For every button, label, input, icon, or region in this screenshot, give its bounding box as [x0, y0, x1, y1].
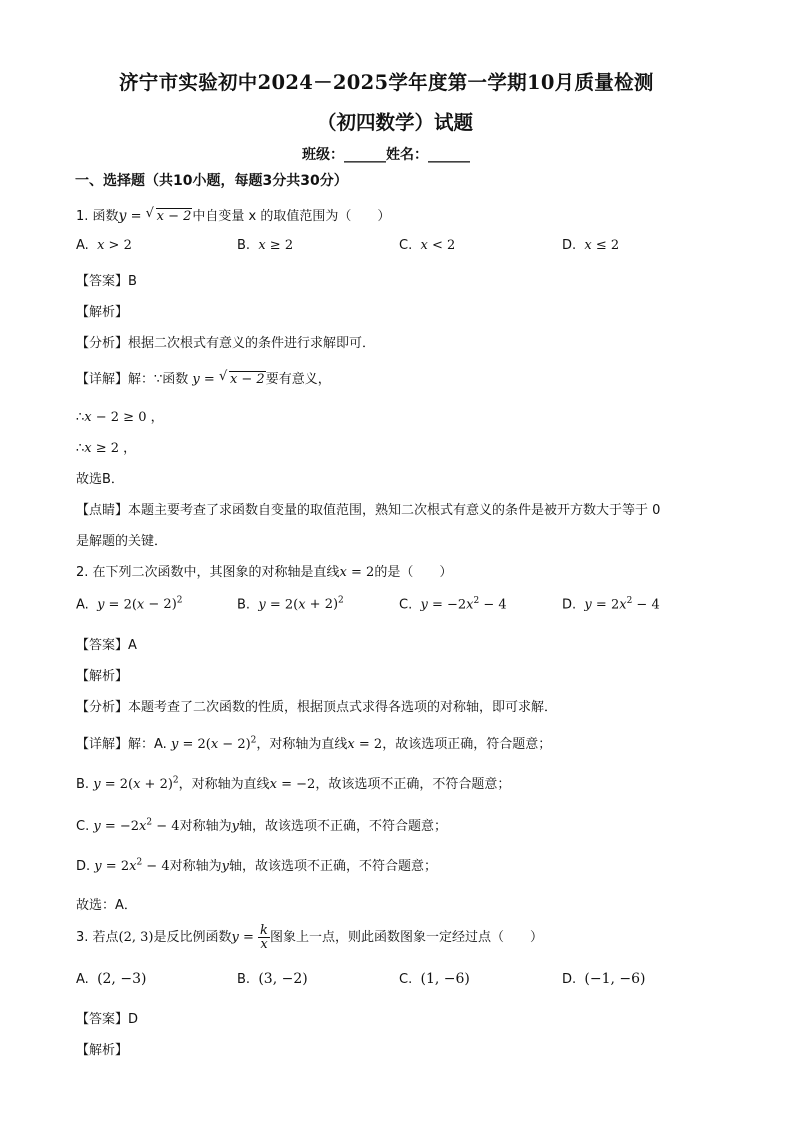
q1-detail-suffix: 要有意义，	[265, 372, 331, 387]
q2-option-a: A. $y = 2(x - 2)^2$	[76, 596, 183, 613]
q1-stem-prefix: 1. 函数	[76, 209, 119, 224]
q3-option-b: B. (3, −2)	[237, 971, 308, 987]
q2-stem: 2. 在下列二次函数中，其图象的对称轴是直线x = 2的是（ ）	[76, 565, 453, 580]
q2-detail-a: 【详解】解：A. $y = 2(x - 2)^2$，对称轴为直线x = 2，故该选项正确，符合题意；	[76, 735, 552, 752]
section-heading: 一、选择题（共10小题，每题3分共30分）	[75, 173, 348, 189]
option-letter: D.	[562, 972, 577, 987]
sqrt-icon: √	[218, 369, 228, 384]
option-letter: A.	[76, 597, 89, 613]
q1-dianjing-line2: 是解题的关键．	[76, 534, 168, 549]
class-name-line: 班级：______姓名：______	[302, 147, 470, 163]
q1-stem-suffix: 中自变量 x 的取值范围为（ ）	[192, 209, 391, 224]
q3-option-d: D. (−1, −6)	[562, 971, 646, 987]
q2-detail-d-prefix: D.	[76, 859, 91, 874]
q1-detail-sqrt: √ x − 2	[218, 369, 265, 387]
q1-analysis-label: 【解析】	[76, 305, 129, 320]
q2-fenxi: 【分析】本题考查了二次函数的性质，根据顶点式求得各选项的对称轴，即可求解．	[76, 700, 558, 715]
q1-option-c: C. x < 2	[399, 238, 456, 253]
q3-stem-prefix: 3. 若点	[76, 930, 119, 945]
page-subtitle: （初四数学）试题	[317, 111, 474, 134]
q2-detail-a-end: ，故该选项正确，符合题意；	[382, 737, 552, 752]
q1-step1: ∴x − 2 ≥ 0 ，	[76, 410, 164, 425]
option-letter: C.	[399, 238, 413, 253]
q1-option-b: B. x ≥ 2	[237, 238, 294, 253]
q2-stem-suffix: 的是（ ）	[374, 565, 453, 580]
sqrt-icon: √	[145, 206, 154, 221]
q3-analysis-label: 【解析】	[76, 1043, 129, 1058]
q2-detail-d-end: 轴，故该选项不正确，不符合题意；	[228, 859, 437, 874]
q2-detail-b: B. $y = 2(x + 2)^2$，对称轴为直线x = −2，故该选项不正确，不符合题意；	[76, 775, 511, 792]
q2-option-b: B. $y = 2(x + 2)^2$	[237, 596, 344, 613]
q1-step2: ∴x ≥ 2 ，	[76, 441, 137, 456]
q2-stem-prefix: 2. 在下列二次函数中，其图象的对称轴是直线	[76, 565, 340, 580]
option-letter: B.	[237, 972, 251, 987]
page-title: 济宁市实验初中2024－2025学年度第一学期10月质量检测	[119, 71, 654, 94]
q2-analysis-label: 【解析】	[76, 669, 129, 684]
q1-detail-prefix: 【详解】解：∵函数	[76, 372, 189, 387]
q1-stem	[76, 205, 390, 224]
option-letter: D.	[562, 597, 577, 613]
q2-option-d: D. $y = 2x^2 - 4$	[562, 596, 660, 613]
q1-option-a: A. x > 2	[76, 238, 132, 253]
q2-answer: 【答案】A	[76, 638, 137, 653]
q1-option-d: D. x ≤ 2	[562, 238, 620, 253]
q2-detail-b-mid: ，对称轴为直线	[178, 777, 270, 792]
option-letter: C.	[399, 972, 413, 987]
option-letter: B.	[237, 238, 251, 253]
q1-conclusion: 故选B．	[76, 472, 124, 487]
q2-conclusion: 故选：A．	[76, 898, 137, 913]
q2-detail-c-end: 轴，故该选项不正确，不符合题意；	[238, 819, 447, 834]
q2-detail-a-mid: ，对称轴为直线	[256, 737, 348, 752]
q2-detail-b-end: ，故该选项不正确，不符合题意；	[315, 777, 511, 792]
q3-answer: 【答案】D	[76, 1012, 139, 1027]
q1-fenxi: 【分析】根据二次根式有意义的条件进行求解即可．	[76, 336, 376, 351]
q3-option-a: A. (2, −3)	[76, 971, 147, 987]
q3-fraction: $\frac{k}{x}$	[260, 923, 268, 952]
q1-dianjing-line1: 【点睛】本题主要考查了求函数自变量的取值范围，熟知二次根式有意义的条件是被开方数大于等于 0	[76, 503, 661, 518]
option-letter: A.	[76, 972, 89, 987]
q2-detail-d-mid: 对称轴为	[169, 859, 222, 874]
q1-detail: 【详解】解：∵函数 y = √ x − 2要有意义，	[76, 369, 331, 387]
q1-function-formula: y	[118, 208, 127, 224]
therefore-icon: ∴	[76, 441, 85, 456]
q2-detail-b-prefix: B.	[76, 777, 90, 792]
q2-option-c: C. $y = -2x^2 - 4$	[399, 596, 507, 613]
q3-stem-suffix: 图象上一点，则此函数图象一定经过点（ ）	[269, 930, 543, 945]
q3-stem-mid: 是反比例函数	[153, 930, 232, 945]
q2-detail-c: C. $y = -2x^2 - 4$对称轴为y轴，故该选项不正确，不符合题意；	[76, 817, 447, 834]
option-letter: C.	[399, 597, 413, 613]
q2-detail-d: D. $y = 2x^2 - 4$对称轴为y轴，故该选项不正确，不符合题意；	[76, 857, 437, 874]
q2-detail-c-mid: 对称轴为	[179, 819, 232, 834]
therefore-icon: ∴	[76, 410, 85, 425]
q3-option-c: C. (1, −6)	[399, 971, 470, 987]
q1-answer: 【答案】B	[76, 274, 137, 289]
option-letter: B.	[237, 597, 251, 613]
q3-stem: 3. 若点(2, 3)是反比例函数y = $\frac{k}{x}$ 图象上一点，则此函数图象一定经过点（ ）	[76, 923, 543, 952]
option-letter: A.	[76, 238, 89, 253]
option-letter: D.	[562, 238, 577, 253]
q2-detail-c-prefix: C.	[76, 819, 90, 834]
q1-sqrt-expr: √ x − 2	[145, 206, 192, 224]
q1-eq-sign: =	[126, 209, 146, 224]
q2-detail-prefix: 【详解】解：A.	[76, 737, 167, 752]
